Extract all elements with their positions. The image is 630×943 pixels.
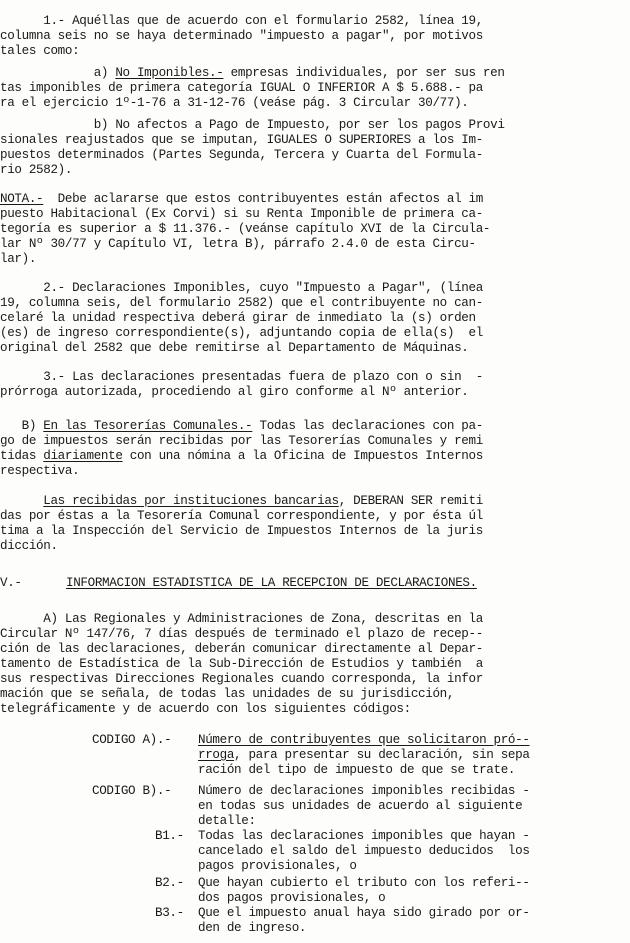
section-b-rest: Todas las declaraciones con pa-	[252, 419, 483, 433]
codigo-a-label: CODIGO A).-	[92, 733, 172, 747]
section-v-title-text: INFORMACION ESTADISTICA DE LA RECEPCION DE DECLARACIONES.	[66, 576, 477, 590]
item-b-line: rio 2582).	[0, 163, 73, 177]
diariamente-word: diariamente	[43, 449, 123, 463]
nota-first: Debe aclararse que estos contribuyentes están afectos al im	[43, 192, 483, 206]
item-1-line: 1.- Aquéllas que de acuerdo con el formulario 2582, línea 19,	[0, 14, 483, 28]
codigo-b-line: detalle:	[198, 814, 256, 828]
item-a-line: ra el ejercicio 1º-1-76 a 31-12-76 (veáse pág. 3 Circular 30/77).	[0, 96, 469, 110]
bank-line: dicción.	[0, 539, 58, 553]
item-a-line: tas imponibles de primera categoría IGUAL O INFERIOR A $ 5.688.- pa	[0, 81, 483, 95]
codigo-a-underlined: Número de contribuyentes que solicitaron pró--	[198, 733, 530, 747]
item-a-line	[0, 66, 505, 81]
bank-line: das por éstas a la Tesorería Comunal correspondiente, y por ésta úl	[0, 509, 483, 523]
codigo-b-line: en todas sus unidades de acuerdo al siguiente	[198, 799, 523, 813]
section-b-line	[0, 449, 483, 464]
item-2-line: 2.- Declaraciones Imponibles, cuyo "Impuesto a Pagar", (línea	[0, 281, 483, 295]
section-b-line3-b: con una nómina a la Oficina de Impuestos Internos	[122, 449, 483, 463]
nota-line: lar).	[0, 252, 37, 266]
para-a-line: tamento de Estadística de la Sub-Dirección de Estudios y también a	[0, 657, 483, 671]
para-a-line: A) Las Regionales y Administraciones de Zona, descritas en la	[0, 612, 483, 626]
section-b-prefix: B)	[0, 419, 44, 433]
nota-label: NOTA.-	[0, 192, 44, 206]
bank-line	[0, 494, 483, 509]
para-a-line: ción de las declaraciones, deberán comunicar directamente al Depar-	[0, 642, 483, 656]
sub-item-line: den de ingreso.	[198, 921, 307, 935]
no-imponibles-label: No Imponibles.-	[115, 66, 224, 80]
bank-rest: , DEBERAN SER remiti	[338, 494, 483, 508]
item-b-line: sionales reajustados que se imputan, IGUALES O SUPERIORES a los Im-	[0, 133, 483, 147]
item-1-line: columna seis no se haya determinado "impuesto a pagar", por motivos	[0, 29, 483, 43]
nota-line: tegoría es superior a $ 11.376.- (veánse capítulo XVI de la Circula-	[0, 222, 491, 236]
sub-item-line: Todas las declaraciones imponibles que hayan -	[198, 829, 530, 843]
item-3-line: prórroga autorizada, procediendo al giro conforme al Nº anterior.	[0, 385, 469, 399]
section-b-line3-a: tidas	[0, 449, 44, 463]
codigo-a-line	[198, 733, 530, 748]
sub-item-code: B3.-	[155, 906, 184, 920]
item-a-prefix: a)	[0, 66, 116, 80]
item-b-line: b) No afectos a Pago de Impuesto, por ser los pagos Provi	[0, 118, 505, 132]
para-a-line: telegráficamente y de acuerdo con los siguientes códigos:	[0, 702, 411, 716]
para-a-line: sus respectivas Direcciones Regionales cuando corresponda, la infor	[0, 672, 483, 686]
item-2-line: original del 2582 que debe remitirse al Departamento de Máquinas.	[0, 341, 469, 355]
bank-label: Las recibidas por instituciones bancarias	[43, 494, 339, 508]
item-b-line: puestos determinados (Partes Segunda, Tercera y Cuarta del Formula-	[0, 148, 483, 162]
nota-line: lar Nº 30/77 y Capítulo VI, letra B), párrafo 2.4.0 de esta Circu-	[0, 237, 476, 251]
sub-item-line: pagos provisionales, o	[198, 859, 357, 873]
section-b-line: go de impuestos serán recibidas por las Tesorerías Comunales y remi	[0, 434, 483, 448]
section-v-title	[66, 576, 477, 591]
para-a-line: mación que se señala, de todas las unidades de su jurisdicción,	[0, 687, 455, 701]
sub-item-line: dos pagos provisionales, o	[198, 891, 386, 905]
codigo-a-underlined-2: rroga	[198, 748, 235, 762]
bank-indent	[0, 494, 43, 508]
sub-item-code: B1.-	[155, 829, 184, 843]
item-1-line: tales como:	[0, 44, 80, 58]
item-a-rest: empresas individuales, por ser sus ren	[223, 66, 505, 80]
section-b-line	[0, 419, 483, 434]
sub-item-line: Que el impuesto anual haya sido girado por or-	[198, 906, 530, 920]
sub-item-line: cancelado el saldo del impuesto deducidos los	[198, 844, 530, 858]
item-2-line: 19, columna seis, del formulario 2582) que el contribuyente no can-	[0, 296, 483, 310]
codigo-a-line: ración del tipo de impuesto de que se trate.	[198, 763, 516, 777]
para-a-line: Circular Nº 147/76, 7 días después de terminado el plazo de recep--	[0, 627, 483, 641]
section-v-number: V.-	[0, 576, 22, 590]
item-3-line: 3.- Las declaraciones presentadas fuera de plazo con o sin -	[0, 370, 483, 384]
codigo-b-label: CODIGO B).-	[92, 784, 172, 798]
item-2-line: celaré la unidad respectiva deberá girar de inmediato la (s) orden	[0, 311, 476, 325]
item-2-line: (es) de ingreso correspondiente(s), adjuntando copia de ella(s) el	[0, 326, 483, 340]
sub-item-line: Que hayan cubierto el tributo con los referi--	[198, 876, 530, 890]
bank-line: tima a la Inspección del Servicio de Impuestos Internos de la juris	[0, 524, 483, 538]
section-b-line: respectiva.	[0, 464, 80, 478]
tesorerias-label: En las Tesorerías Comunales.-	[43, 419, 253, 433]
sub-item-code: B2.-	[155, 876, 184, 890]
nota-line: puesto Habitacional (Ex Corvi) si su Renta Imponible de primera ca-	[0, 207, 483, 221]
codigo-b-line: Número de declaraciones imponibles recibidas -	[198, 784, 530, 798]
codigo-a-line	[198, 748, 530, 763]
nota-line	[0, 192, 483, 207]
codigo-a-rest: , para presentar su declaración, sin sepa	[234, 748, 530, 762]
